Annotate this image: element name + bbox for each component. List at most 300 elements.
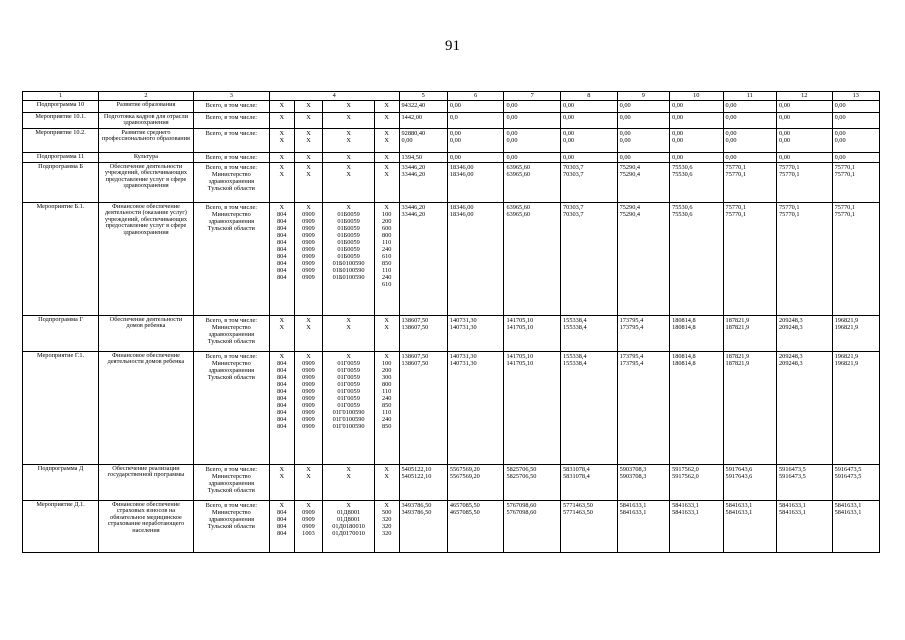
value-cell [447,152,504,162]
value-line: 75770,1 [725,163,747,171]
value-line: 0,00 [619,113,631,121]
code-expense-cell-line: 100 [381,359,392,367]
value-line: 75770,1 [834,170,856,178]
value-line: 0,00 [834,153,846,161]
value-cell [777,315,833,351]
value-cell [670,202,723,315]
code-expense-cell-line: X [384,163,389,171]
value-line: 173795,4 [619,359,644,367]
value-line: 155338,4 [563,359,587,367]
executor-cell [193,152,269,162]
row-type-cell: Мероприятие Д.1. [23,500,99,552]
code-article-cell-line: 01Г0059 [337,394,360,402]
code-article-cell-line: 01Б0059 [337,238,360,246]
table-row [23,152,880,162]
code-grbs-cell [269,100,294,112]
value-cell [561,500,618,552]
value-cell [399,128,447,152]
code-grbs-cell-line: X [279,472,285,480]
executor-cell-line: Всего, в том числе: [205,203,258,211]
table-row [23,315,880,351]
code-article-cell-line: X [346,153,351,161]
value-cell [504,152,561,162]
value-cell [561,152,618,162]
code-expense-cell-line: 240 [381,273,392,281]
row-type-cell: Мероприятие 10.1. [23,112,99,128]
code-article-cell-line: 01Г0059 [337,373,360,381]
value-line: 5916473,5 [834,472,862,480]
row-type-cell: Подпрограмма Г [23,315,99,351]
header-cell: 5 [399,92,447,101]
value-line: 70303,7 [563,203,584,211]
executor-cell-line: Всего, в том числе: [205,101,258,109]
code-expense-cell [374,315,399,351]
header-cell: 4 [269,92,399,101]
code-article-cell-line: 01Г0059 [337,359,360,367]
executor-cell-line: Министерство [211,323,251,331]
code-expense-cell-line: X [384,101,389,109]
code-expense-cell-line: X [384,352,389,360]
value-line: 33446,20 [401,203,426,211]
table-row [23,351,880,464]
value-line: 0,00 [506,136,518,144]
value-line: 140731,30 [449,359,477,367]
value-cell [561,315,618,351]
value-line: 63965,60 [506,210,531,218]
code-grbs-cell-line: X [279,163,285,171]
code-grbs-cell-line: X [279,153,285,161]
code-expense-cell-line: 110 [382,266,392,274]
code-grbs-cell-line: 804 [277,515,287,523]
value-line: 5841633,1 [672,501,699,509]
value-cell [777,162,833,202]
code-section-cell-line: X [306,352,311,360]
code-article-cell-line: 01Г0100590 [332,422,365,430]
code-section-cell-line: 0909 [302,245,315,253]
code-section-cell-line: 0909 [302,522,315,530]
value-cell [447,500,504,552]
code-article-cell-line: X [346,472,351,480]
value-line: 3493786,50 [401,501,432,509]
code-article-cell-line: X [346,136,351,144]
value-line: 0,0 [449,113,458,121]
value-line: 5771463,50 [563,501,593,509]
code-grbs-cell-line: X [279,323,285,331]
code-section-cell-line: X [306,170,311,178]
value-line: 5767098,60 [506,501,537,509]
code-grbs-cell [269,202,294,315]
value-cell [777,128,833,152]
value-line: 0,00 [506,129,518,137]
header-cell: 8 [561,92,618,101]
code-section-cell-line: 0909 [302,224,315,232]
value-cell [504,315,561,351]
code-article-cell [323,152,374,162]
value-cell [832,500,879,552]
code-article-cell-line: X [346,170,351,178]
value-line: 5917643,6 [725,472,753,480]
value-line: 0,00 [672,101,684,109]
value-line: 5767098,60 [506,508,537,516]
value-line: 140731,30 [449,352,477,360]
value-cell [399,351,447,464]
value-line: 180814,8 [672,359,696,367]
code-article-cell [323,162,374,202]
value-line: 5917562,0 [672,472,699,480]
value-cell [617,500,669,552]
value-line: 5916473,5 [779,472,806,480]
table-row [23,128,880,152]
code-expense-cell [374,128,399,152]
value-cell [504,100,561,112]
value-line: 0,00 [449,153,461,161]
value-cell [504,112,561,128]
value-cell [723,351,776,464]
row-title-cell: Развитие образования [99,100,194,112]
value-line: 0,00 [563,129,575,137]
value-cell [723,152,776,162]
value-cell [723,112,776,128]
value-line: 196821,9 [834,352,859,360]
code-article-cell-line: 01Г0059 [337,387,360,395]
code-expense-cell-line: 240 [381,415,392,423]
row-title-cell: Подготовка кадров для отрасли здравоохранения [99,112,194,128]
code-expense-cell-line: 800 [381,380,392,388]
header-row [23,92,880,101]
code-article-cell [323,464,374,500]
code-expense-cell-line: 320 [381,529,392,537]
value-cell [832,315,879,351]
code-grbs-cell-line: X [279,352,285,360]
value-line: 0,00 [672,129,684,137]
value-line: 5831078,4 [563,472,590,480]
code-section-cell-line: X [306,129,311,137]
value-line: 140731,30 [449,323,477,331]
value-line: 75290,4 [619,163,641,171]
value-line: 5567569,20 [449,472,480,480]
code-expense-cell-line: 320 [381,522,392,530]
code-expense-cell-line: X [384,323,389,331]
code-expense-cell-line: 200 [381,217,392,225]
code-section-cell-line: 0909 [302,359,315,367]
value-line: 180814,8 [672,352,696,360]
value-line: 5831078,4 [563,465,590,473]
header-cell: 11 [723,92,776,101]
row-title-cell: Развитие среднего профессионального образования [99,128,194,152]
executor-cell [193,351,269,464]
code-article-cell-line: X [346,352,351,360]
code-section-cell [294,315,323,351]
budget-table [22,91,880,553]
code-grbs-cell-line: X [279,203,285,211]
value-cell [723,464,776,500]
value-cell [617,351,669,464]
code-grbs-cell [269,112,294,128]
code-article-cell-line: X [346,323,351,331]
value-line: 75530,6 [672,163,693,171]
value-line: 0,00 [834,101,846,109]
value-line: 75770,1 [779,170,800,178]
code-expense-cell [374,464,399,500]
value-cell [447,351,504,464]
value-line: 173795,4 [619,323,644,331]
value-cell [561,162,618,202]
code-expense-cell [374,500,399,552]
value-line: 0,00 [779,129,791,137]
executor-cell [193,202,269,315]
value-cell [723,162,776,202]
header-cell: 6 [447,92,504,101]
code-article-cell [323,128,374,152]
code-article-cell [323,202,374,315]
code-article-cell [323,100,374,112]
value-cell [777,202,833,315]
executor-cell-line: Министерство [211,170,251,178]
code-section-cell-line: 0909 [302,252,315,260]
value-cell [670,112,723,128]
code-grbs-cell [269,351,294,464]
code-article-cell-line: 01Г0059 [337,380,360,388]
code-section-cell [294,100,323,112]
code-article-cell-line: 01Б0059 [337,224,360,232]
value-line: 70303,7 [563,163,584,171]
code-article-cell-line: 01Д0180010 [332,522,365,530]
row-type-cell: Подпрограмма Д [23,464,99,500]
code-expense-cell-line: X [384,501,389,509]
code-expense-cell-line: 800 [381,231,392,239]
code-grbs-cell-line: 804 [277,217,287,225]
code-article-cell-line: 01Г0059 [337,366,360,374]
value-cell [504,202,561,315]
code-grbs-cell-line: 804 [277,394,287,402]
value-line: 75770,1 [779,163,800,171]
code-section-cell-line: X [306,153,311,161]
executor-cell-line: здравоохранения [208,479,255,487]
code-article-cell-line: 01Д0170010 [332,529,365,537]
value-line: 3493786,50 [401,508,432,516]
value-line: 0,00 [563,113,575,121]
code-expense-cell-line: 610 [381,280,392,288]
code-grbs-cell-line: 804 [277,401,287,409]
code-grbs-cell-line: X [279,465,285,473]
executor-cell-line: Тульской области [207,184,255,192]
code-expense-cell-line: X [384,203,389,211]
value-line: 0,00 [449,101,461,109]
code-section-cell-line: 0909 [302,373,315,381]
code-article-cell-line: X [346,203,351,211]
code-section-cell [294,500,323,552]
value-cell [447,162,504,202]
code-expense-cell [374,112,399,128]
code-section-cell-line: X [306,163,311,171]
code-article-cell-line: X [346,501,351,509]
value-line: 75770,1 [725,170,747,178]
code-section-cell-line: 0909 [302,408,315,416]
value-line: 180814,8 [672,323,696,331]
code-section-cell-line: X [306,323,311,331]
code-section-cell-line: 0909 [302,210,315,218]
code-section-cell [294,351,323,464]
value-cell [399,202,447,315]
value-cell [504,128,561,152]
executor-cell-line: здравоохранения [208,330,255,338]
value-cell [777,112,833,128]
value-cell [723,315,776,351]
code-article-cell-line: 01Д8001 [337,515,361,523]
code-article-cell [323,500,374,552]
value-line: 0,00 [725,153,737,161]
value-line: 187821,9 [725,323,750,331]
code-grbs-cell-line: 804 [277,210,287,218]
value-cell [617,112,669,128]
value-line: 75770,1 [834,203,856,211]
value-line: 75770,1 [834,163,856,171]
code-grbs-cell-line: 804 [277,224,287,232]
value-line: 5405122,10 [401,465,432,473]
code-section-cell [294,152,323,162]
executor-cell-line: Министерство [211,508,251,516]
code-section-cell-line: X [306,472,311,480]
code-article-cell-line: 01Г0100590 [332,415,365,423]
executor-cell-line: Всего, в том числе: [205,352,258,360]
code-expense-cell-line: X [384,170,389,178]
row-title-cell: Обеспечение деятельности учреждений, обеспечивающих предоставление услуг в сфере здравоохранения [99,162,194,202]
value-line: 0,00 [834,113,846,121]
value-line: 5841633,1 [619,501,647,509]
value-line: 0,00 [779,113,791,121]
value-line: 0,00 [672,113,684,121]
executor-cell-line: Тульской области [207,522,255,530]
value-cell [447,315,504,351]
value-line: 5771463,50 [563,508,593,516]
executor-cell-line: Всего, в том числе: [205,316,258,324]
code-section-cell-line: 1003 [302,529,315,537]
executor-cell [193,500,269,552]
code-grbs-cell [269,315,294,351]
value-line: 5903708,3 [619,465,647,473]
executor-cell-line: Всего, в том числе: [205,465,258,473]
value-line: 180814,8 [672,316,696,324]
code-grbs-cell-line: 804 [277,508,287,516]
value-cell [561,351,618,464]
code-grbs-cell-line: 804 [277,359,287,367]
code-section-cell-line: X [306,501,311,509]
value-cell [399,100,447,112]
value-line: 5841633,1 [725,508,753,516]
code-grbs-cell-line: 804 [277,266,287,274]
code-expense-cell-line: 110 [382,387,392,395]
code-section-cell-line: 0909 [302,366,315,374]
code-expense-cell-line: X [384,113,389,121]
value-line: 70303,7 [563,210,584,218]
value-line: 5841633,1 [779,501,806,509]
value-line: 0,00 [725,101,737,109]
executor-cell-line: Всего, в том числе: [205,501,258,509]
header-cell: 7 [504,92,561,101]
value-line: 0,00 [506,153,518,161]
code-article-cell [323,351,374,464]
value-cell [399,464,447,500]
table-row [23,112,880,128]
executor-cell [193,112,269,128]
code-section-cell-line: X [306,203,311,211]
row-type-cell: Мероприятие Г.1. [23,351,99,464]
value-line: 209248,3 [779,316,803,324]
value-line: 141705,10 [506,323,534,331]
value-line: 1394,50 [401,153,422,161]
row-title-cell: Финансовое обеспечение деятельности домов ребенка [99,351,194,464]
code-section-cell-line: 0909 [302,380,315,388]
value-line: 75530,6 [672,170,693,178]
executor-cell-line: Тульской области [207,337,255,345]
code-section-cell-line: 0909 [302,238,315,246]
code-section-cell-line: X [306,316,311,324]
code-grbs-cell [269,152,294,162]
value-line: 209248,3 [779,323,803,331]
value-line: 75290,4 [619,170,641,178]
value-cell [617,315,669,351]
row-title-cell: Финансовое обеспечение деятельности (оказание услуг) учреждений, обеспечивающих предоставление услуг в сфере здравоохранения [99,202,194,315]
value-line: 18346,00 [449,163,474,171]
value-line: 5917643,6 [725,465,753,473]
code-article-cell-line: X [346,101,351,109]
code-grbs-cell-line: 804 [277,373,287,381]
code-expense-cell-line: 500 [381,508,392,516]
code-section-cell [294,128,323,152]
code-grbs-cell-line: 804 [277,238,287,246]
code-expense-cell-line: 100 [381,210,392,218]
value-line: 5405122,10 [401,472,432,480]
code-section-cell-line: 0909 [302,401,315,409]
value-line: 209248,3 [779,352,803,360]
executor-cell [193,100,269,112]
executor-cell-line: здравоохранения [208,217,255,225]
value-line: 63965,60 [506,163,531,171]
value-cell [617,162,669,202]
code-article-cell-line: 01Б0100590 [332,273,365,281]
value-line: 0,00 [779,136,791,144]
executor-cell-line: Министерство [211,359,251,367]
code-expense-cell-line: 850 [381,259,392,267]
value-line: 141705,10 [506,352,534,360]
value-cell [777,152,833,162]
table-row [23,202,880,315]
executor-cell [193,464,269,500]
table-row [23,100,880,112]
code-article-cell-line: X [346,129,351,137]
value-line: 0,00 [725,136,737,144]
value-line: 0,00 [619,101,631,109]
code-section-cell-line: 0909 [302,515,315,523]
code-expense-cell-line: X [384,153,389,161]
value-line: 0,00 [449,136,461,144]
value-cell [832,202,879,315]
value-line: 5825706,50 [506,472,537,480]
row-title-cell: Культура [99,152,194,162]
value-line: 140731,30 [449,316,477,324]
code-article-cell-line: 01Б0059 [337,210,360,218]
value-line: 0,00 [672,136,684,144]
code-expense-cell-line: X [384,136,389,144]
value-line: 33446,20 [401,163,426,171]
value-line: 196821,9 [834,316,859,324]
value-line: 0,00 [506,113,518,121]
code-section-cell-line: X [306,465,311,473]
value-line: 138607,50 [401,316,429,324]
value-line: 0,00 [619,129,631,137]
code-expense-cell-line: 110 [382,408,392,416]
code-expense-cell [374,100,399,112]
